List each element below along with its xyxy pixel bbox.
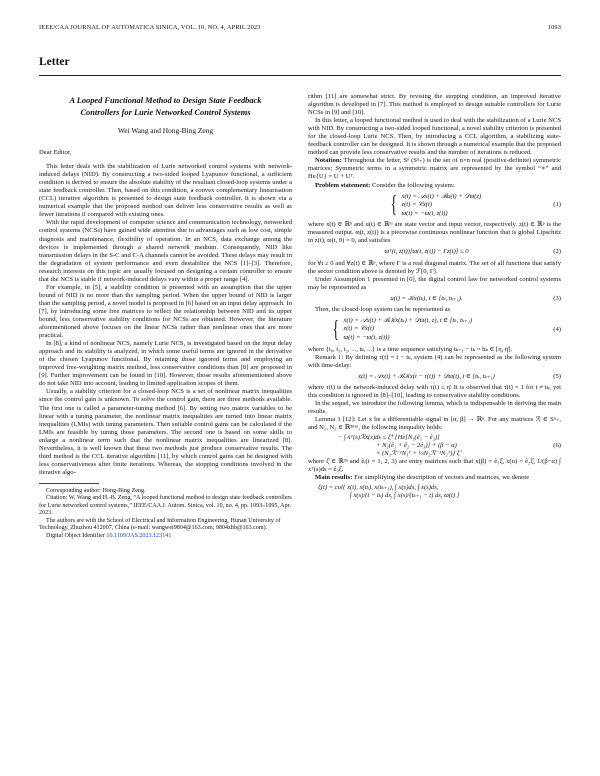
paragraph: In this letter, a looped functional method is used to deal with the stabilization of a Lurie NCS with NID. By constructing a two-sided looped functional, a novel stability criterion is presented for the closed-loop Lurie NCS. Then, by introducing a CCL algorithm, a stabilizing state-feedback controller can be designed. It is shown through a numerical example that the proposed method can provide less conservative results and the number of iterations is reduced. — [308, 117, 561, 157]
main-results-label: Main results: — [315, 474, 353, 482]
equation-number: (5) — [553, 372, 561, 380]
problem-paragraph — [308, 182, 561, 190]
paragraph: In [8], a kind of nonlinear NCS, namely Lurie NCS, is investigated based on the input delay approach and its stability is analyzed, in which some useful terms are ignored in the derivative of the chosen Lyapunov functional. By retaining those ignored terms and employing an improved free-weighting matrix method, less conservative conditions than [8] are proposed in [9]. Further improvement can be found in [10]. However, those results aforementioned above do not take NID into account, leading to limited application scopes of them. — [39, 340, 292, 388]
equation-4-line-1: ẋ(t) = 𝒜x(t) + ℬ𝒦x(tₖ) + 𝒟ϖ(t, z), t ∈ [tₖ, tₖ₊₁) — [343, 316, 473, 324]
equation-1 — [308, 193, 561, 219]
title-line-1: A Looped Functional Method to Design State Feedback — [69, 96, 262, 105]
main-results-paragraph — [308, 474, 561, 482]
paragraph: for ∀t ≥ 0 and ∀z(t) ∈ ℝᵖ, where Γ is a real diagonal matrix. The set of all functions that satisfy the sector condition above is denoted by ℱ[0, Γ]. — [308, 259, 561, 275]
doi-link[interactable]: 10.1109/JAS.2023.123141 — [106, 532, 172, 539]
lemma-text: Let x be a differentiable signal in [α, β] → ℝⁿ. For any matrices ℛ ∈ Sⁿ₊, and N₁, N₂ ∈ ℝ³ⁿˣⁿ, the following inequality holds: — [308, 415, 561, 432]
footnote-divider — [39, 483, 99, 484]
paragraph: where τ(t) is the network-induced delay with τ(t) ≤ η̄. It is observed that τ̇(t) = 1 for t ≠ tₖ, yet this condition is ignored in [8]–[10], leading to conservative stability conditions. — [308, 383, 561, 399]
equation-number: (4) — [553, 325, 561, 333]
equation-xi — [308, 484, 561, 500]
salutation: Dear Editor, — [39, 149, 72, 157]
equation-number: (6) — [553, 442, 561, 450]
problem-text: Consider the following system: — [372, 181, 455, 189]
equation-2 — [308, 248, 561, 256]
problem-label: Problem statement: — [315, 181, 371, 189]
equation-1-line-3: ϖ(t) = −ϖ(t, z(t)) — [401, 209, 448, 217]
equation-1-line-1: ẋ(t) = 𝒜x(t) + ℬu(t) + 𝒟ϖ(z) — [401, 192, 482, 200]
authors: Wei Wang and Hong-Bing Zeng — [117, 126, 214, 135]
left-column — [39, 93, 292, 540]
inequality-line-3: × (N₁ℛ⁻¹N₁ᵀ + ⅓N₂ℛ⁻¹N₂ᵀ)} ξ̂ — [376, 450, 460, 458]
paragraph: rithm [11] are somewhat strict. By revising the stopping condition, an improved iterative algorithm is developed in [7]. This method is employed to design suitable controllers for Lurie NCSs in [9] and [10]. — [308, 93, 561, 117]
footnote-affiliation: The authors are with the School of Electrical and Information Engineering, Hunan University of Technology, Zhuzhou 412007, China (e-mail: wangwei9804@163.com; 9804zhb@163.com). — [39, 517, 281, 532]
notation-text: Throughout the letter, Sⁿ (Sⁿ₊) is the set of n×n real (positive-definite) symmetric matrices; Symmetric terms in a symmetric matrix are represented by the symbol “∗” and He{U} = U + Uᵀ. — [308, 157, 561, 181]
main-results-text: For simplifying the description of vectors and matrices, we denote — [354, 474, 530, 482]
lemma-label: Lemma 1 [12]: — [315, 415, 356, 423]
doi-line — [39, 533, 292, 541]
running-head — [39, 24, 561, 36]
doi-label: Digital Object Identifier — [46, 532, 105, 539]
paragraph: where {t₀, t₁, t₂, ..., tₖ, ...} is a time sequence satisfying tₖ₊₁ − tₖ = hₖ ∈ [η, η̄]. — [308, 345, 513, 353]
paragraph: Then, the closed-loop system can be represented as — [315, 305, 451, 313]
footnote-corresponding-author: Corresponding author: Hong-Bing Zeng. — [46, 487, 146, 494]
footnotes — [39, 488, 292, 541]
page-number: 1093 — [547, 24, 561, 31]
paper-title — [39, 95, 292, 119]
equation-3-body: u(t) = 𝒦x(tₖ), t ∈ [tₖ, tₖ₊₁). — [390, 294, 463, 302]
paragraph: With the rapid development of computer science and communication technology, networked control systems (NCSs) have gained wide attention due to advantages such as low cost, simple diagnosis and maintenance, flexibility of operation. In an NCS, data exchange among the devices is implemented through a shared network medium. Consequently, NID like transmission delays in the S-C and C-A channels cannot be avoided. These delays may result in the degradation of system performance and even destabilize the NCS [1]–[3]. Therefore, research interests on this topic are usually focused on designing a certain controller to ensure that the NCS is stable if network-induced delays vary within a proper range [4]. — [39, 219, 292, 283]
equation-number: (2) — [553, 248, 561, 256]
paragraph: Usually, a stability criterion for a closed-loop NCS is a set of nonlinear matrix inequalities since the control gain is unknown. To solve the control gain, there are three methods available. The first one is called a parameter-tuning method [6]. By setting two matrix variables to be linear with a tuning parameter, the nonlinear matrix inequalities are turned into linear matrix inequalities (LMIs) with tuning parameters. Then suitable control gains can be calculated if the LMIs are feasible by tuning those parameters. The second one is based on some skills to enlarge a nonlinear term such that the nonlinear matrix inequalities are linearized [8]. Nevertheless, it is well known that these two methods just produce conservative results. The third method is the CCL iterative algorithm [11], by which control gains can be designed with less conservativeness after finite iterations. Whereas, the stopping conditions involved in the iterative algo- — [39, 388, 292, 476]
right-column — [308, 93, 561, 500]
section-label: Letter — [39, 56, 70, 68]
paragraph: where ξ̂ ∈ ℝ³ⁿ and êᵢ(i = 1, 2, 3) are entry matrices such that x(β) = ê₁ξ̂, x(α) = ê₂ξ̂, 1/(β−α) ∫ xᵀ(s)ds = ê₃ξ̂. — [308, 458, 561, 474]
xi-line-1: ξ(t) = col{ x(t), x(tₖ), x(tₖ₊₁), ∫ x(s)ds, ∫ x(s)ds, — [318, 484, 439, 492]
notation-label: Notation: — [315, 157, 342, 165]
lemma-paragraph — [308, 416, 561, 432]
equation-3 — [308, 295, 561, 303]
equation-5 — [308, 373, 561, 381]
paragraph: In the sequel, we introduce the following lemma, which is indispensable in deriving the main results. — [308, 399, 561, 415]
xi-line-2: ∫ x(s)/(t − tₖ) ds, ∫ x(s)/(tₖ₊₁ − t) ds, ϖ(t) } — [350, 492, 460, 500]
paragraph: This letter deals with the stabilization of Lurie networked control systems with network-induced delays (NID). By constructing a two-sided looped Lyapunov functional, a sufficient condition is derived to ensure the absolute stability of the resultant closed-loop systems under a state feedback controller. Then, based on this condition, a convex complementary linearisation (CCL) iterative algorithm is presented to design state feedback controller. It is shown via a numerical example that the proposed method can deliver less conservative results as well as fewer iterations if compared with existing ones. — [39, 163, 292, 219]
remark-paragraph — [308, 354, 561, 370]
equation-4 — [308, 317, 561, 343]
equation-4-line-3: ϖ(t) = −ϖ(t, z(t)) — [343, 334, 390, 341]
remark-label: Remark 1: — [315, 353, 344, 361]
paragraph: For example, in [5], a stability condition is presented with an assumption that the upper bound of NID is no more than the sampling period. When the upper bound of NID is larger than the sampling period, a novel model is proposed in [6] based on an input delay approach. In [7], by introducing some free matrices to reflect the relationship between NID and its upper bound, less conservative stability conditions for NCSs are obtained. However, the literature aforementioned above focuses on the linear NCSs rather than nonlinear ones that are more practical. — [39, 283, 292, 340]
remark-text: By defining τ(t) = t − tₖ, system (4) can be represented as the following system with time-delay: — [308, 353, 561, 369]
title-line-2: Controllers for Lurie Networked Control Systems — [80, 108, 251, 117]
equation-5-body: ẋ(t) = 𝒜x(t) + ℬ𝒦x(t − τ(t)) + 𝒟ϖ(t), t ∈ [tₖ, tₖ₊₁) — [358, 372, 495, 380]
equation-number: (3) — [553, 294, 561, 302]
notation-paragraph — [308, 157, 561, 181]
inequality-line-2: + N₂(ê₁ + ê₂ − 2ê₃)] + (β − α) — [376, 442, 457, 450]
equation-number: (1) — [553, 201, 561, 209]
header-divider — [39, 75, 561, 76]
inequality-6 — [308, 434, 561, 458]
brace-symbol: { — [332, 316, 339, 343]
brace-symbol: { — [390, 192, 397, 219]
equation-2-body: ϖᵀ(t, z(t))[ϖ(t, z(t)) − Γz(t)] ≤ 0 — [384, 248, 469, 256]
equation-1-line-2: z(t) = 𝒞x(t) — [401, 201, 433, 209]
footnote-citation: Citation: W. Wang and H.-B. Zeng, “A looped functional method to design state feedback controllers for Lurie networked control systems,” IEEE/CAA J. Autom. Sinica, vol. 10, no. 4, pp. 1093–1095, Apr. 2023. — [39, 495, 292, 517]
journal-name: IEEE/CAA JOURNAL OF AUTOMATICA SINICA, VOL. 10, NO. 4, APRIL 2023 — [39, 24, 261, 31]
paragraph: Under Assumption 1 presented in [6], the digital control law for networked control systems may be represented as — [308, 275, 561, 291]
inequality-line-1: − ∫ ẋᵀ(s)ℛẋ(s)ds ≤ ξ̂ᵀ {He[N₁(ê₁ − ê₂)] — [338, 434, 440, 442]
equation-4-line-2: z(t) = 𝒞x(t) — [343, 325, 375, 333]
paragraph: where x(t) ∈ ℝⁿ and u(t) ∈ ℝᵐ are state vector and input vector, respectively. z(t) ∈ ℝᵖ is the measured output. ϖ(t, z(t)) is a piecewise continuous nonlinear function that is global Lipschitz in z(t), ϖ(t, 0) = 0, and satisfies — [308, 221, 561, 245]
